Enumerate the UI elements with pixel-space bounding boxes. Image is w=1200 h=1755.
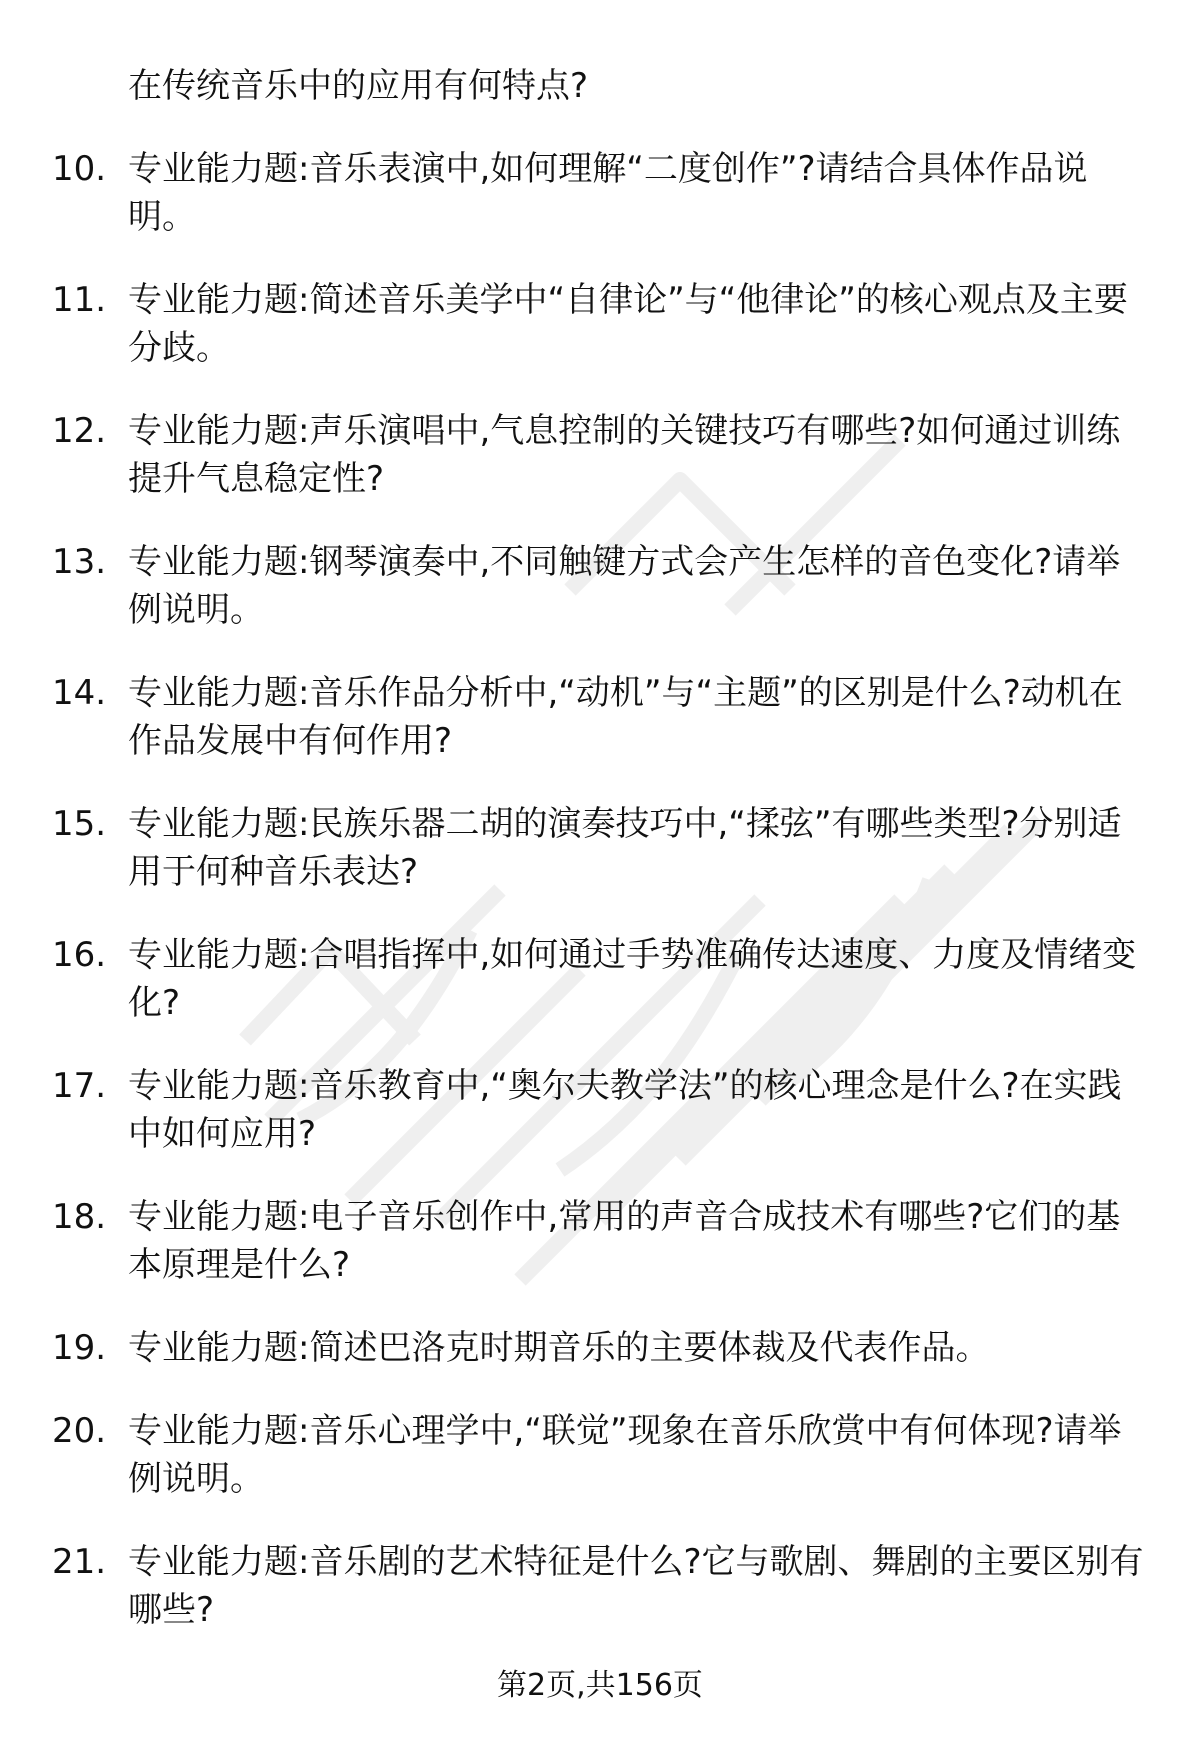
question-number: 20. <box>52 1411 107 1451</box>
question-item <box>52 1538 1152 1669</box>
question-text: 专业能力题:声乐演唱中,气息控制的关键技巧有哪些?如何通过训练提升气息稳定性? <box>128 411 1121 499</box>
question-text: 专业能力题:电子音乐创作中,常用的声音合成技术有哪些?它们的基本原理是什么? <box>128 1197 1121 1285</box>
question-text: 专业能力题:音乐教育中,“奥尔夫教学法”的核心理念是什么?在实践中如何应用? <box>128 1066 1122 1154</box>
question-number: 21. <box>52 1542 107 1582</box>
question-number: 16. <box>52 935 107 975</box>
question-item <box>52 1407 1152 1538</box>
question-text: 专业能力题:简述音乐美学中“自律论”与“他律论”的核心观点及主要分歧。 <box>128 280 1128 368</box>
question-text: 专业能力题:音乐心理学中,“联觉”现象在音乐欣赏中有何体现?请举例说明。 <box>128 1411 1122 1499</box>
question-item <box>52 538 1152 669</box>
question-text: 专业能力题:音乐剧的艺术特征是什么?它与歌剧、舞剧的主要区别有哪些? <box>128 1542 1144 1630</box>
question-item <box>52 145 1152 276</box>
question-text: 专业能力题:简述巴洛克时期音乐的主要体裁及代表作品。 <box>128 1328 990 1368</box>
continued-question-text: 在传统音乐中的应用有何特点? <box>128 66 589 106</box>
question-number: 13. <box>52 542 107 582</box>
question-item <box>52 800 1152 931</box>
question-text: 专业能力题:民族乐器二胡的演奏技巧中,“揉弦”有哪些类型?分别适用于何种音乐表达? <box>128 804 1122 892</box>
question-item <box>52 1193 1152 1324</box>
question-text: 专业能力题:钢琴演奏中,不同触键方式会产生怎样的音色变化?请举例说明。 <box>128 542 1121 630</box>
question-number: 12. <box>52 411 107 451</box>
question-number: 14. <box>52 673 107 713</box>
question-number: 11. <box>52 280 107 320</box>
question-item <box>52 931 1152 1062</box>
question-text: 专业能力题:音乐作品分析中,“动机”与“主题”的区别是什么?动机在作品发展中有何作用? <box>128 673 1123 761</box>
question-number: 10. <box>52 149 107 189</box>
question-number: 15. <box>52 804 107 844</box>
question-number: 17. <box>52 1066 107 1106</box>
question-item <box>52 669 1152 800</box>
question-item <box>52 1062 1152 1193</box>
question-item <box>52 276 1152 407</box>
question-number: 18. <box>52 1197 107 1237</box>
question-list <box>52 145 1152 1669</box>
page-footer: 第2页,共156页 <box>497 1668 703 1703</box>
question-text: 专业能力题:音乐表演中,如何理解“二度创作”?请结合具体作品说明。 <box>128 149 1088 237</box>
question-text: 专业能力题:合唱指挥中,如何通过手势准确传达速度、力度及情绪变化? <box>128 935 1137 1023</box>
question-item <box>52 407 1152 538</box>
question-number: 19. <box>52 1328 107 1368</box>
question-item <box>52 1324 1152 1407</box>
